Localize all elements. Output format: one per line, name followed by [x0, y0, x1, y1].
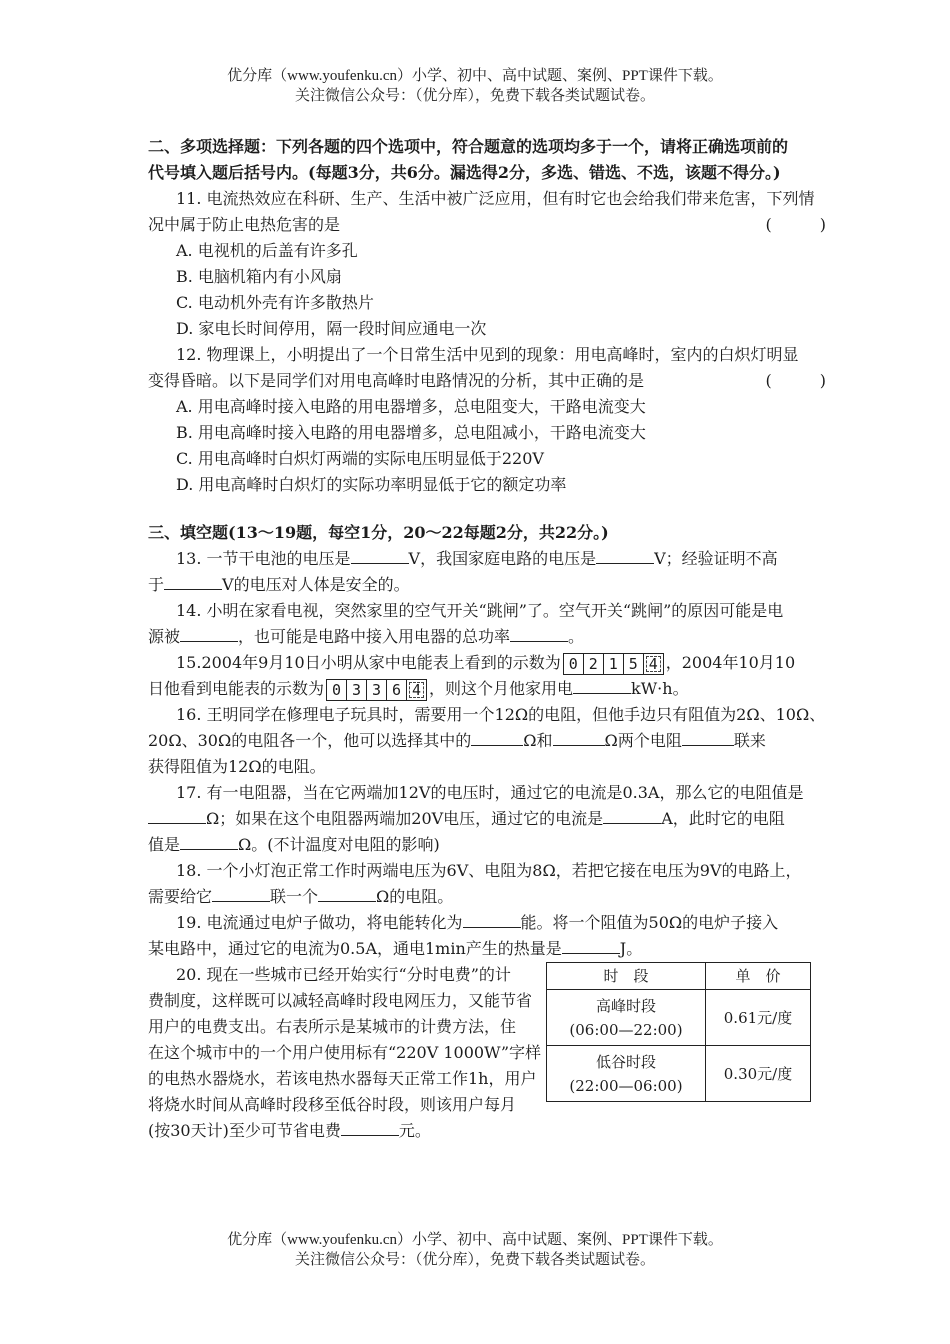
q18-line-1: 18. 一个小灯泡正常工作时两端电压为6V、电阻为8Ω，若把它接在电压为9V的电路上， — [176, 861, 802, 880]
price-cell: 0.30元/度 — [706, 1046, 811, 1102]
q13-line-2 — [148, 572, 830, 598]
page-header — [0, 66, 950, 106]
q18-text-b: 需要给它 — [148, 887, 213, 906]
q16-blank-3[interactable] — [682, 728, 734, 746]
q16-text-b: 20Ω、30Ω的电阻各一个，他可以选择其中的 — [148, 731, 472, 750]
q11-option-d: D. 家电长时间停用，隔一段时间应通电一次 — [176, 319, 487, 338]
q17-text-c: A，此时它的电阻 — [661, 809, 785, 828]
q17-text-d: 值是 — [148, 835, 181, 854]
q19-text-d: J。 — [619, 939, 643, 958]
q17-text-e: Ω。(不计温度对电阻的影响) — [238, 835, 440, 854]
q15-text-b: ，2004年10月10 — [665, 653, 796, 672]
q16-text-c: Ω和 — [523, 731, 553, 750]
header-line-1: 优分库（www.youfenku.cn）小学、初中、高中试题、案例、PPT课件下载。 — [227, 68, 723, 84]
period-time: (06:00—22:00) — [569, 1020, 683, 1039]
footer-line-1: 优分库（www.youfenku.cn）小学、初中、高中试题、案例、PPT课件下载。 — [227, 1232, 723, 1248]
q13-text-a: 13. 一节干电池的电压是 — [176, 549, 351, 568]
q12-stem: 变得昏暗。以下是同学们对用电高峰时电路情况的分析，其中正确的是 — [148, 371, 645, 390]
q11-answer-paren: ( ) — [765, 215, 826, 234]
period-time: (22:00—06:00) — [569, 1076, 683, 1095]
q19-blank-1[interactable] — [463, 910, 521, 928]
q16-line-2 — [148, 728, 830, 754]
meter1-decimal-digit: 4 — [644, 654, 663, 674]
q11-option-b: B. 电脑机箱内有小风扇 — [176, 267, 342, 286]
q12-line-2 — [148, 368, 830, 394]
q12-option-c: C. 用电高峰时白炽灯两端的实际电压明显低于220V — [176, 449, 544, 468]
q20-line-1: 20. 现在一些城市已经开始实行“分时电费”的计 — [176, 965, 511, 984]
q18-line-2 — [148, 884, 830, 910]
footer-line-2: 关注微信公众号：（优分库），免费下载各类试题试卷。 — [294, 1252, 655, 1268]
period-cell — [547, 1046, 706, 1102]
q20-line-4: 在这个城市中的一个用户使用标有“220V 1000W”字样 — [148, 1043, 542, 1062]
q18-text-d: Ω的电阻。 — [376, 887, 454, 906]
exam-content — [148, 134, 830, 1144]
q13-text-e: V的电压对人体是安全的。 — [222, 575, 410, 594]
meter2-digit: 3 — [347, 680, 367, 700]
q11-option-a: A. 电视机的后盖有许多孔 — [176, 241, 358, 260]
q20-blank[interactable] — [341, 1118, 399, 1136]
period-name: 高峰时段 — [595, 996, 656, 1015]
q17-line-1: 17. 有一电阻器，当在它两端加12V的电压时，通过它的电流是0.3A，那么它的电阻值是 — [176, 783, 804, 802]
price-cell: 0.61元/度 — [706, 990, 811, 1046]
q15-text-e: kW·h。 — [631, 679, 689, 698]
q19-text-a: 19. 电流通过电炉子做功，将电能转化为 — [176, 913, 463, 932]
period-cell — [547, 990, 706, 1046]
q14-line-1: 14. 小明在家看电视，突然家里的空气开关“跳闸”了。空气开关“跳闸”的原因可能是电 — [176, 601, 784, 620]
q13-blank-2[interactable] — [596, 546, 654, 564]
q17-blank-1[interactable] — [148, 806, 206, 824]
q20-line-2: 费制度，这样既可以减轻高峰时段电网压力，又能节省 — [148, 991, 533, 1010]
q18-blank-2[interactable] — [318, 884, 376, 902]
q18-text-c: 联一个 — [270, 887, 319, 906]
q15-text-c: 日他看到电能表的示数为 — [148, 679, 325, 698]
q16-blank-1[interactable] — [471, 728, 523, 746]
q19-text-c: 某电路中，通过它的电流为0.5A，通电1min产生的热量是 — [148, 939, 562, 958]
q15-text-d: ，则这个月他家用电 — [429, 679, 574, 698]
meter1-digit: 1 — [604, 654, 624, 674]
q20-block — [148, 962, 830, 1144]
q12-answer-paren: ( ) — [765, 371, 826, 390]
q20-text-last-a: (按30天计)至少可节省电费 — [148, 1121, 341, 1140]
meter1-digit: 2 — [584, 654, 604, 674]
q18-blank-1[interactable] — [212, 884, 270, 902]
q14-text-c: ，也可能是电路中接入用电器的总功率 — [238, 627, 511, 646]
q19-line-1 — [148, 910, 830, 936]
section3-title: 三、填空题(13～19题，每空1分，20～22每题2分，共22分。) — [148, 523, 609, 542]
q13-blank-3[interactable] — [164, 572, 222, 590]
q17-line-3 — [148, 832, 830, 858]
q12-option-d: D. 用电高峰时白炽灯的实际功率明显低于它的额定功率 — [176, 475, 567, 494]
q14-text-b: 源被 — [148, 627, 181, 646]
q12-option-b: B. 用电高峰时接入电路的用电器增多，总电阻减小，干路电流变大 — [176, 423, 646, 442]
meter2-digit: 6 — [387, 680, 407, 700]
q16-text-d: Ω两个电阻 — [604, 731, 682, 750]
q17-blank-2[interactable] — [603, 806, 661, 824]
q12-line-1: 12. 物理课上，小明提出了一个日常生活中见到的现象：用电高峰时，室内的白炽灯明显 — [176, 345, 799, 364]
page-footer — [0, 1230, 950, 1270]
meter2-digit: 0 — [327, 680, 347, 700]
meter1-digit: 0 — [564, 654, 584, 674]
q15-line-2 — [148, 676, 830, 702]
table-row — [547, 990, 811, 1046]
meter2-decimal-digit: 4 — [407, 680, 426, 700]
q14-blank-1[interactable] — [180, 624, 238, 642]
q20-line-5: 的电热水器烧水，若该电热水器每天正常工作1h，用户 — [148, 1069, 537, 1088]
q12-option-a: A. 用电高峰时接入电路的用电器增多，总电阻变大，干路电流变大 — [176, 397, 646, 416]
q11-stem: 况中属于防止电热危害的是 — [148, 215, 341, 234]
q17-text-b: Ω；如果在这个电阻器两端加20V电压，通过它的电流是 — [206, 809, 604, 828]
section2-title-2: 代号填入题后括号内。(每题3分，共6分。漏选得2分，多选、错选、不选，该题不得分。) — [148, 163, 781, 182]
q17-line-2 — [148, 806, 830, 832]
q15-blank[interactable] — [573, 676, 631, 694]
electricity-fee-table — [546, 962, 811, 1102]
q16-text-e: 联来 — [733, 731, 766, 750]
q13-text-c: V；经验证明不高 — [654, 549, 778, 568]
q16-line-1: 16. 王明同学在修理电子玩具时，需要用一个12Ω的电阻，但他手边只有阻值为2Ω、10Ω、 — [176, 705, 826, 724]
q20-text — [148, 962, 540, 1144]
q13-text-b: V，我国家庭电路的电压是 — [408, 549, 597, 568]
q20-line-7 — [148, 1118, 540, 1144]
q13-blank-1[interactable] — [351, 546, 409, 564]
header-period: 时 段 — [547, 963, 706, 990]
q17-blank-3[interactable] — [180, 832, 238, 850]
meter-reading-oct — [326, 679, 427, 701]
q11-option-c: C. 电动机外壳有许多散热片 — [176, 293, 374, 312]
q11-line-2 — [148, 212, 830, 238]
q19-line-2 — [148, 936, 830, 962]
q20-text-last-b: 元。 — [398, 1121, 431, 1140]
q16-blank-2[interactable] — [553, 728, 605, 746]
section2-title-1: 二、多项选择题：下列各题的四个选项中，符合题意的选项均多于一个，请将正确选项前的 — [148, 137, 789, 156]
meter2-digit: 3 — [367, 680, 387, 700]
header-line-2: 关注微信公众号：（优分库），免费下载各类试题试卷。 — [294, 88, 655, 104]
q19-text-b: 能。将一个阻值为50Ω的电炉子接入 — [520, 913, 779, 932]
table-header-row — [547, 963, 811, 990]
q20-line-3: 用户的电费支出。右表所示是某城市的计费方法，住 — [148, 1017, 517, 1036]
q11-line-1: 11. 电流热效应在科研、生产、生活中被广泛应用，但有时它也会给我们带来危害，下列情 — [176, 189, 815, 208]
q13-text-d: 于 — [148, 575, 165, 594]
q15-line-1 — [148, 650, 830, 676]
table-row — [547, 1046, 811, 1102]
q15-text-a: 15.2004年9月10日小明从家中电能表上看到的示数为 — [176, 653, 561, 672]
period-name: 低谷时段 — [595, 1052, 656, 1071]
q14-blank-2[interactable] — [510, 624, 568, 642]
q19-blank-2[interactable] — [562, 936, 620, 954]
q20-line-6: 将烧水时间从高峰时段移至低谷时段，则该用户每月 — [148, 1095, 517, 1114]
q16-line-3: 获得阻值为12Ω的电阻。 — [148, 757, 326, 776]
q14-text-d: 。 — [568, 627, 585, 646]
q14-line-2 — [148, 624, 830, 650]
meter1-digit: 5 — [624, 654, 644, 674]
meter-reading-sept — [563, 653, 664, 675]
q13-line-1 — [148, 546, 830, 572]
header-price: 单 价 — [706, 963, 811, 990]
